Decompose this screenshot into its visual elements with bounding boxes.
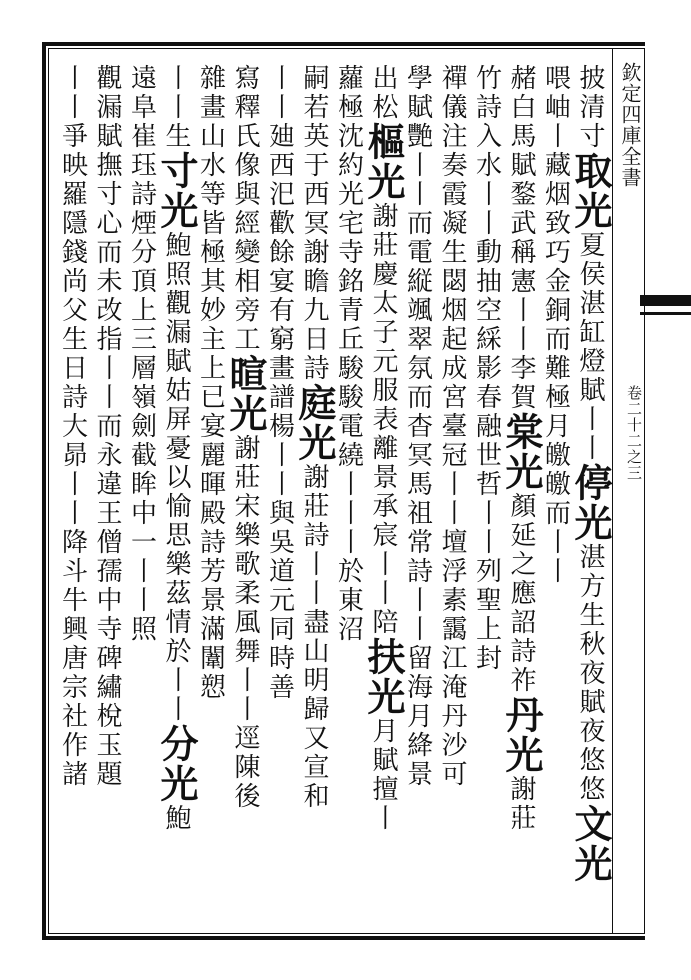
fish-tail-mark [640,295,691,306]
text-segment: 顏延之應詔詩祚 [506,492,536,695]
headword: 寸光 [154,151,199,231]
text-column [403,64,438,929]
text-segment: 謝莊 [506,775,536,833]
headword: 棠光 [499,412,544,492]
fish-tail-rule [640,312,691,315]
text-column [334,64,369,929]
text-segment: 鮑 [161,804,191,833]
headword: 丹光 [499,695,544,775]
text-segment: 披清寸 [575,64,605,151]
headword: 停光 [568,463,613,543]
text-segment: 學賦艷丨丨而電縦颯翠氛而杳冥馬祖常詩丨丨留海月絳景 [402,64,433,789]
text-segment: 鮑照觀漏賦姑屏憂以愉思樂茲情於丨丨 [161,231,191,724]
text-segment: 赭白馬賦鍪武稱憲丨丨李賀 [506,64,536,412]
text-column [127,64,162,929]
text-segment: 月賦擅丨 [368,717,398,833]
text-segment: 喂岫丨藏烟致巧金銅而難極月皦皦而丨丨 [540,64,571,586]
text-segment: 雜畫山水等皆極其妙主上已宴麗暉殿詩芳景滿闈愬 [195,64,226,702]
text-segment: 謝莊詩丨丨盡山明歸又宣和 [299,463,329,811]
text-column [438,64,473,929]
headword: 文光 [568,804,613,884]
text-segment: 謝莊慶太子元服表離景承宸丨丨陪 [368,202,398,637]
text-segment: 出松 [368,64,398,122]
text-column [499,64,544,929]
headword: 暄光 [223,354,268,434]
headword: 分光 [154,724,199,804]
headword: 庭光 [292,383,337,463]
text-column [223,64,268,929]
text-segment: 蘿極沈約光宅寺銘青丘駿駿電繞丨丨丨於東沼 [333,64,364,644]
text-segment: 遠阜崔珏詩煙分頂上三層嶺劍截眸中一丨丨照 [126,64,157,644]
text-body [52,52,613,932]
headword: 樞光 [361,122,406,202]
text-segment: 竹詩入水丨丨動抽空綵影春融世哲丨丨列聖上封 [471,64,502,673]
text-column [265,64,300,929]
text-segment: 觀漏賦撫寸心而未改指丨丨而永違王僧孺中寺碑繡梲玉題 [92,64,122,789]
margin-juan-number: 卷二十二之三 [625,385,643,481]
text-segment: 謝莊宋樂歌柔風舞丨丨逕陳後 [230,434,260,811]
text-segment: 湛方生秋夜賦夜悠悠 [575,543,605,804]
text-segment: 丨丨廸西汜歡餘宴有窮畫譜楊丨丨與吳道元同時善 [264,64,295,702]
text-segment: 寫釋氏像與經變相旁工 [230,64,260,354]
headword: 取光 [568,151,613,231]
margin-book-title: 欽定四庫全書 [618,62,642,188]
text-segment: 嗣若英于西冥謝瞻九日詩 [299,64,329,383]
text-segment: 夏侯湛缸燈賦丨丨 [575,231,605,463]
text-column [93,64,128,929]
text-column [154,64,199,929]
text-segment: 禪儀注奏霞凝生閟烟起成宮臺冠丨丨壇浮素靄江淹丹沙可 [437,64,467,789]
text-segment: 丨丨生 [161,64,191,151]
text-column [58,64,93,929]
text-column [472,64,507,929]
text-column [361,64,406,929]
text-column [292,64,337,929]
headword: 扶光 [361,637,406,717]
text-column [541,64,576,929]
text-column [568,64,613,929]
text-column [196,64,231,929]
text-segment: 丨丨爭映羅隱錢尚父生日詩大昴丨丨降斗牛興唐宗社作諸 [57,64,88,789]
